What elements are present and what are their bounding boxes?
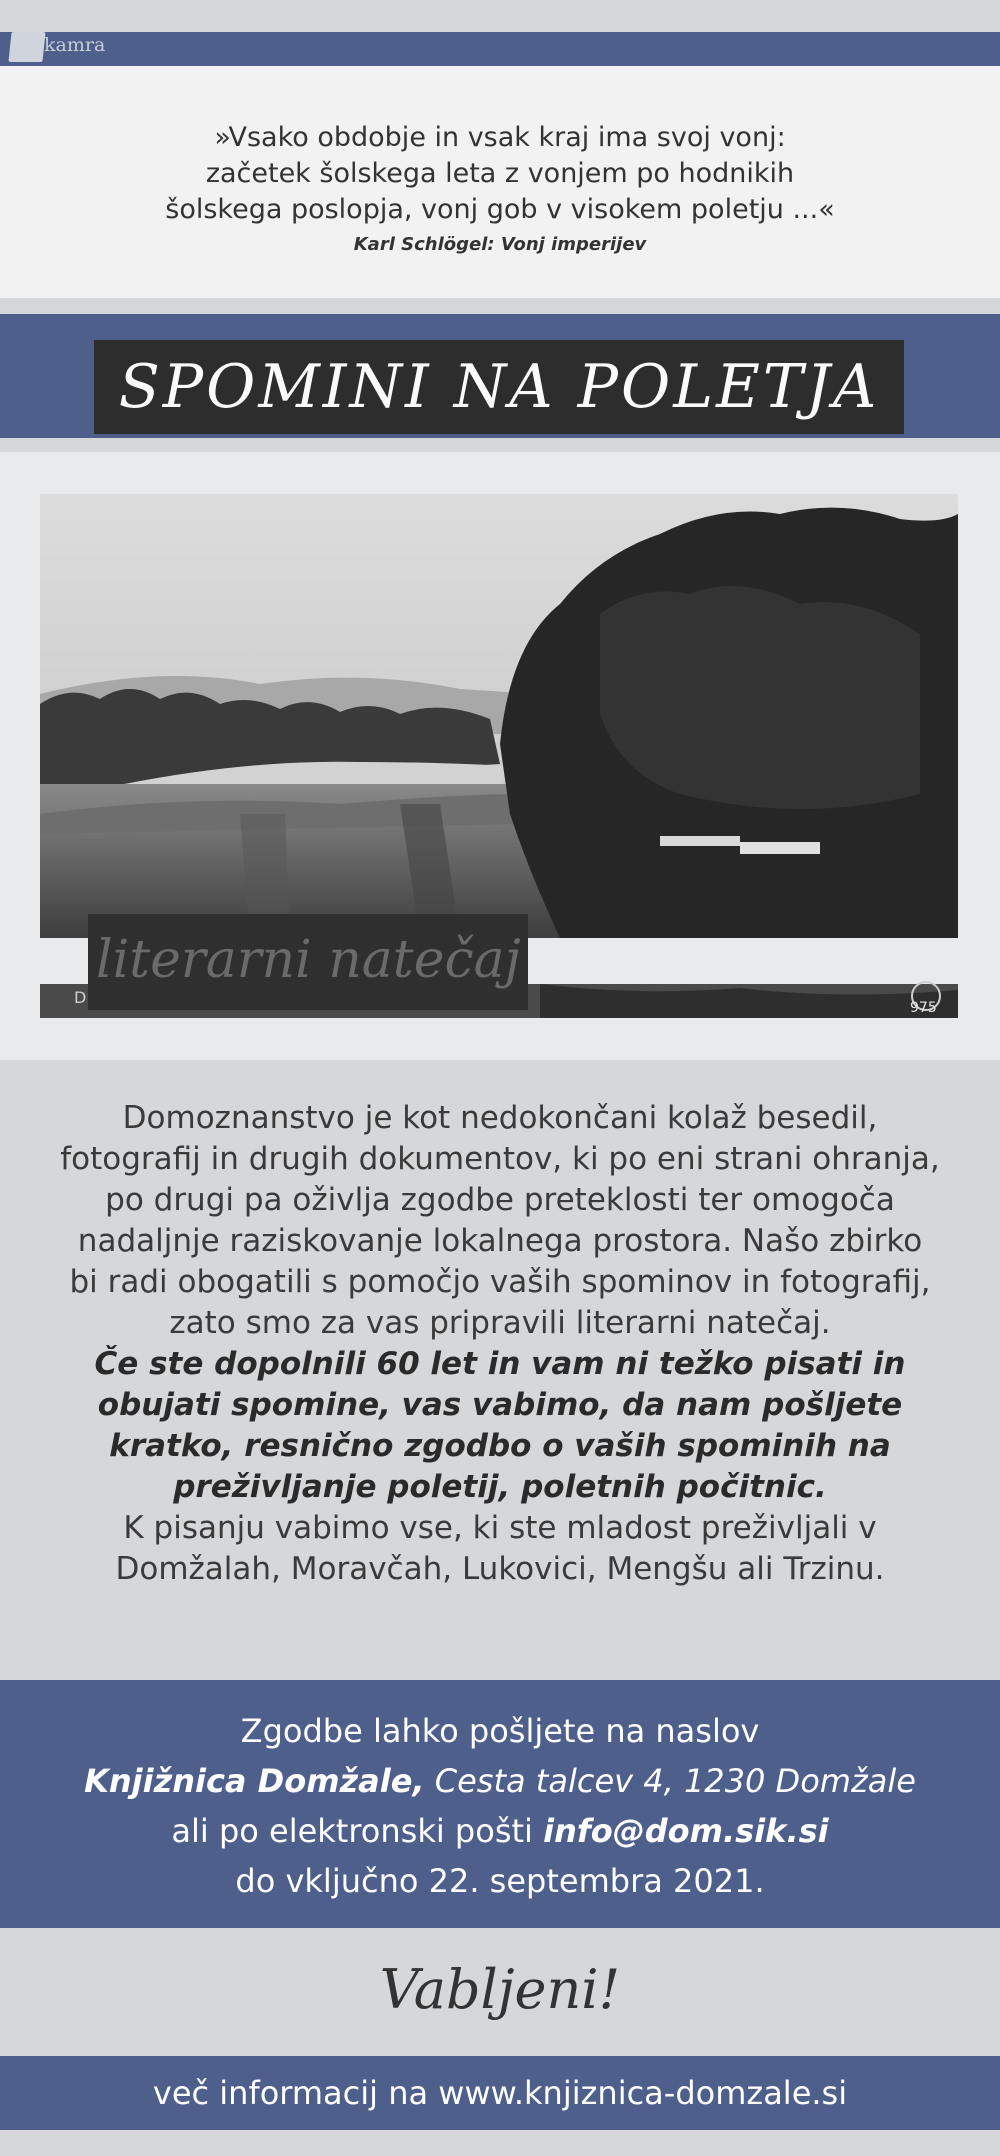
river-photo	[40, 494, 958, 938]
quote-line-1: »Vsako obdobje in vsak kraj ima svoj vonj:	[214, 122, 786, 153]
library-name: Knjižnica Domžale,	[84, 1762, 425, 1800]
contact-line-1: Zgodbe lahko pošljete na naslov	[240, 1712, 760, 1750]
closing-text: Vabljeni!	[379, 1958, 621, 2021]
footer-link[interactable]: več informacij na www.knjiznica-domzale.si	[152, 2074, 848, 2112]
page-title: SPOMINI NA POLETJA	[118, 352, 880, 422]
deadline: do vključno 22. septembra 2021.	[235, 1862, 765, 1900]
title-box	[94, 340, 904, 434]
quote-section	[0, 66, 1000, 298]
kamra-logo	[10, 30, 120, 66]
kamra-logo-mark	[8, 32, 45, 62]
photo-corner-left: D	[74, 988, 87, 1007]
body-paragraph-2: K pisanju vabimo vse, ki ste mladost preživljali v Domžalah, Moravčah, Lukovici, Mengšu ali Trzinu.	[115, 1510, 885, 1587]
quote-author: Karl Schlögel: Vonj imperijev	[353, 234, 647, 255]
contact-address-line	[0, 1756, 1000, 1806]
email-prefix: ali po elektronski pošti	[171, 1812, 544, 1850]
top-bar	[0, 32, 1000, 66]
footer-bar	[0, 2056, 1000, 2130]
quote-line-3: šolskega poslopja, vonj gob v visokem poletju ...«	[165, 194, 835, 225]
body-paragraph-1: Domoznanstvo je kot nedokončani kolaž besedil, fotografij in drugih dokumentov, ki po eni strani ohranja, po drugi pa oživlja zgodbe preteklosti ter omogoča nadaljnje raziskovanje lokalnega prostora. Našo zbirko bi radi obogatili s pomočjo vaših spominov in fotografij, zato smo za vas pripravili literarni natečaj.	[60, 1100, 940, 1341]
contest-tag-text: literarni natečaj	[96, 930, 521, 990]
photo-corner-right: 975	[910, 1000, 937, 1016]
contact-section	[0, 1680, 1000, 1928]
email-link[interactable]: info@dom.sik.si	[543, 1812, 829, 1850]
kamra-logo-text: kamra	[44, 34, 106, 56]
library-address: Cesta talcev 4, 1230 Domžale	[424, 1762, 916, 1800]
contest-tag	[88, 914, 528, 1010]
contact-email-line	[0, 1806, 1000, 1856]
body-paragraph-bold: Če ste dopolnili 60 let in vam ni težko pisati in obujati spomine, vas vabimo, da nam pošljete kratko, resnično zgodbo o vaših spominih na preživljanje poletij, poletnih počitnic.	[94, 1346, 906, 1505]
body-text	[60, 1098, 940, 1590]
quote-line-2: začetek šolskega leta z vonjem po hodnikih	[205, 158, 795, 189]
